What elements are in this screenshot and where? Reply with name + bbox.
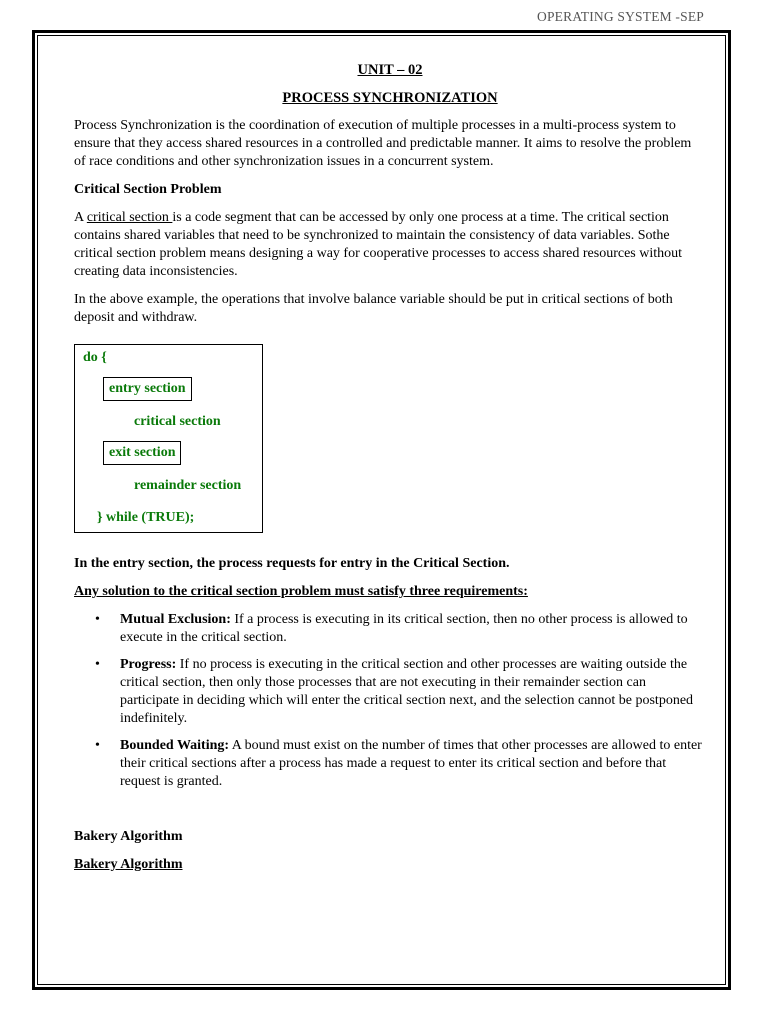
- requirements-heading: Any solution to the critical section problem must satisfy three requirements:: [74, 584, 528, 599]
- entry-statement: In the entry section, the process requests for entry in the Critical Section.: [74, 556, 510, 571]
- document-body: [74, 59, 706, 874]
- list-item: [74, 611, 706, 647]
- unit-title: UNIT – 02: [357, 62, 423, 78]
- intro-paragraph: Process Synchronization is the coordination of execution of multiple processes in a multi-process system to ensure that they access shared resources in a controlled and predictable manner. It aims to resolve the problem of race conditions and other synchronization issues in a concurrent system.: [74, 118, 692, 169]
- code-block: [74, 344, 263, 533]
- bakery-heading: Bakery Algorithm: [74, 829, 183, 844]
- code-critical-section: critical section: [134, 414, 221, 429]
- code-entry-section: entry section: [103, 377, 192, 401]
- code-while: } while (TRUE);: [97, 510, 195, 525]
- requirement-text: A bound must exist on the number of times that other processes are allowed to enter their critical sections after a process has made a request to enter its critical section and before that request is granted.: [120, 738, 702, 789]
- list-item: [74, 737, 706, 791]
- requirements-list: [74, 611, 706, 791]
- example-paragraph: In the above example, the operations that involve balance variable should be put in critical sections of both deposit and withdraw.: [74, 292, 673, 325]
- csp-heading: Critical Section Problem: [74, 182, 222, 197]
- requirement-text: If no process is executing in the critical section and other processes are waiting outside the critical section, then only those processes that are not executing in their remainder section can participate in deciding which will enter the critical section next, and the selection cannot be postponed indefinitely.: [120, 657, 694, 726]
- requirement-term: Progress:: [120, 657, 177, 672]
- section-title: PROCESS SYNCHRONIZATION: [282, 90, 498, 106]
- code-exit-section: exit section: [103, 441, 181, 465]
- requirement-text: If a process is executing in its critical section, then no other process is allowed to execute in the critical section.: [120, 612, 688, 645]
- csp-prefix: A: [74, 210, 87, 225]
- csp-rest: is a code segment that can be accessed by only one process at a time. The critical section contains shared variables that need to be synchronized to maintain the consistency of data variables. Sothe critical section problem means designing a way for cooperative processes to access shared resources without creating data inconsistencies.: [74, 210, 683, 279]
- list-item: [74, 656, 706, 728]
- csp-paragraph: [74, 209, 706, 281]
- code-do: do {: [83, 350, 107, 365]
- code-remainder-section: remainder section: [134, 478, 242, 493]
- page-header: OPERATING SYSTEM -SEP: [537, 9, 704, 24]
- requirement-term: Mutual Exclusion:: [120, 612, 231, 627]
- page-border: [32, 30, 731, 990]
- critical-section-term: critical section: [86, 210, 173, 225]
- requirement-term: Bounded Waiting:: [120, 738, 230, 753]
- bullet-icon: •: [95, 657, 100, 672]
- bullet-icon: •: [95, 612, 100, 627]
- bakery-heading-underlined: Bakery Algorithm: [74, 857, 183, 872]
- bullet-icon: •: [95, 738, 100, 753]
